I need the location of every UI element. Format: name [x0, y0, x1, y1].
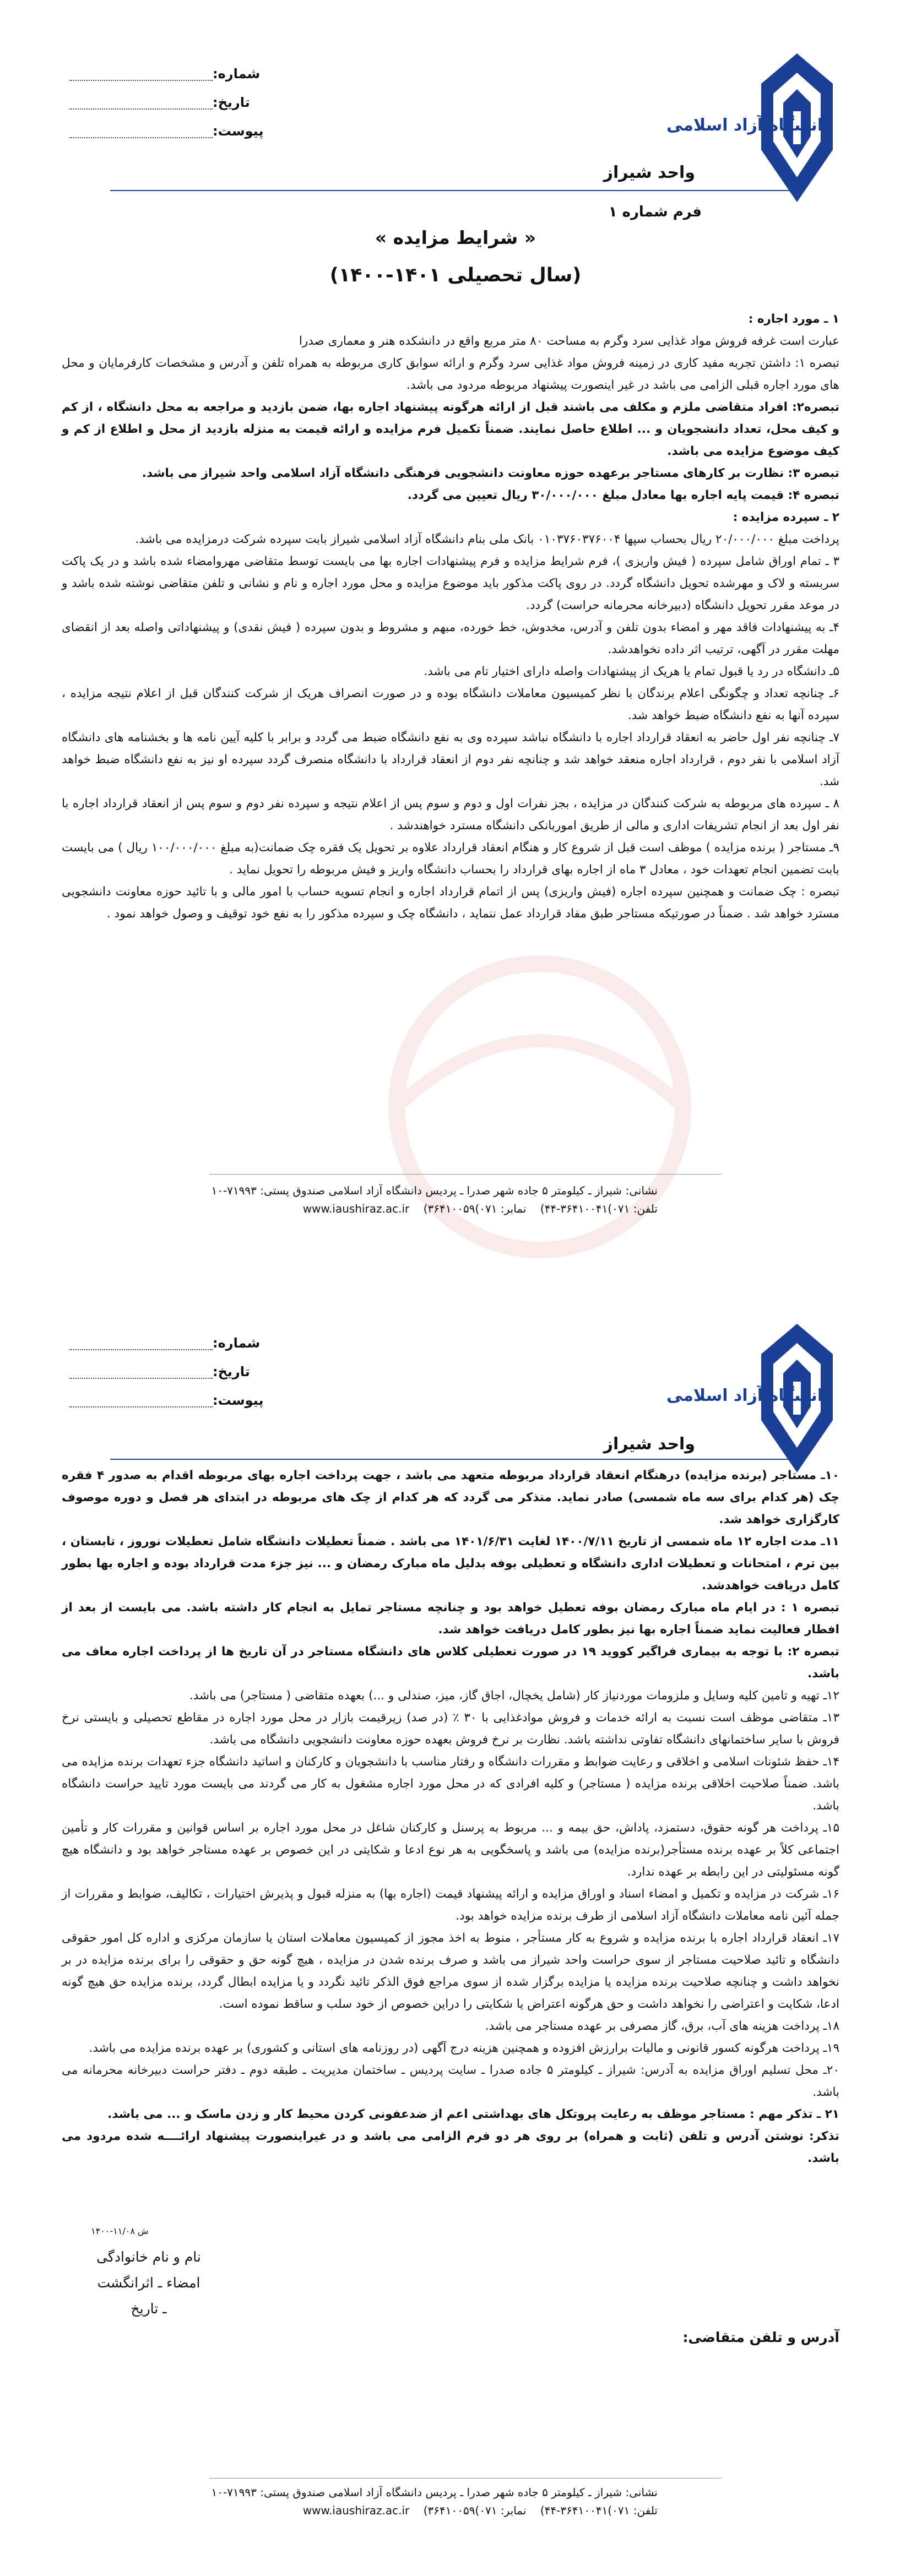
meta-number: شماره: — [65, 1335, 260, 1351]
condition-paragraph: ۱۰ـ مستاجر (برنده مزایده) درهنگام انعقاد قرارداد مربوطه متعهد می باشد ، جهت پرداخت اجاره بهای مربوطه اقدام به صدور ۴ فقره چک (هر کدام برای سه ماه شمسی) صادر نماید. منذکر می گردد که هر کدام از چک های مربوطه در ابتدای هر فصل و دوره موصوف کارگزاری خواهد شد. — [62, 1469, 839, 1526]
footer-divider — [209, 1174, 722, 1175]
form-code: ش ۱۱/۰۸-۱۴۰۰ — [91, 2226, 149, 2236]
header-divider — [110, 190, 799, 191]
footer-address: نشانی: شیراز ـ کیلومتر ۵ جاده شهر صدرا ـ پردیس دانشگاه آزاد اسلامی صندوق پستی: ۷۱۹۹۳-۱۰ — [211, 1184, 658, 1197]
unit-name: واحد شیراز — [603, 1434, 695, 1454]
condition-paragraph: ۲۱ ـ تذکر مهم : مستاجر موظف به رعایت پروتکل های بهداشتی اعم از ضدعفونی کردن محیط کار و زدن ماسک و ... می باشد. — [107, 2107, 839, 2121]
condition-paragraph: تبصره ۱ : در ایام ماه مبارک رمضان بوفه تعطیل خواهد بود و چنانچه مستاجر تمایل به انجام کار داشته باشد. می بایست از بعد از افطار فعالیت نماید ضمناً اجاره بها نیز بطور کامل دریافت خواهد شد. — [62, 1601, 839, 1637]
condition-paragraph: تذکر: نوشتن آدرس و تلفن (ثابت و همراه) بر روی هر دو فرم الزامی می باشد و در غیراینصورت پیشنهاد ارائــــه شده مردود می باشد. — [62, 2129, 839, 2165]
meta-number: شماره: — [65, 66, 260, 81]
condition-paragraph: پرداخت مبلغ ۲۰/۰۰۰/۰۰۰ ریال بحساب سپها ۰۱۰۳۷۶۰۳۷۶۰۰۴ بانک ملی بنام دانشگاه آزاد اسلامی شیراز بابت سپرده شرکت درمزایده می باشد. — [135, 532, 839, 546]
conditions-body-page-1 — [62, 308, 839, 925]
condition-paragraph: ۴ـ به پیشنهادات فاقد مهر و امضاء بدون تلفن و آدرس، مخدوش، خط خورده، مبهم و مشروط و بدون سپرده ( فیش نقدی) و پیشنهاداتی واصله بعد از انقضای مهلت مقرر در آگهی، ترتیب اثر داده نخواهدشد. — [62, 621, 839, 656]
conditions-body-page-2 — [62, 1465, 839, 2170]
doc-title: « شرایط مزایده » — [375, 227, 536, 248]
footer-website[interactable]: www.iaushiraz.ac.ir — [302, 2504, 410, 2517]
condition-paragraph: ۱ ـ مورد اجاره : — [748, 312, 839, 326]
condition-paragraph: ۱۷ـ انعقاد قرارداد اجاره با برنده مزایده و شروع به کار مستأجر ، منوط به اخذ مجوز از کمیسیون معاملات استان یا سازمان مرکزی و اداره کل امور حقوقی دانشگاه و تائید صلاحیت مستاجر از سوی حراست واحد شیراز می باشد و صرف برنده شدن در مزایده ، هیچ گونه حق و حقوقی را برای برنده مزایده در بر نخواهد داشت و چنانچه صلاحیت برنده مزایده یا مزایده برگزار شده از سوی مراجع فوق الذکر تائید نگردد و یا مزایده ابطال گردد، برنده مزایده حق هیچ گونه ادعا، شکایت و اعتراضی را نخواهد داشت و حق هرگونه اعتراض یا شکایتی را دراین خصوص از خود سلب و ساقط نموده است. — [62, 1931, 839, 2011]
condition-paragraph: ۱۲ـ تهیه و تامین کلیه وسایل و ملزومات موردنیاز کار (شامل یخچال، اجاق گاز، میز، صندلی و ...) بعهده متقاضی ( مستاجر) می باشد. — [189, 1689, 839, 1703]
sign-label: امضاء ـ اثرانگشت ـ تاریخ — [97, 2275, 200, 2317]
condition-paragraph: ۱۹ـ پرداخت هرگونه کسور قانونی و مالیات برارزش افزوده و همچنین هزینه درج آگهی (در روزنامه های استانی و کشوری) بر عهده برنده مزایده می باشد. — [89, 2041, 839, 2055]
condition-paragraph: ۹ـ مستاجر ( برنده مزایده ) موظف است قبل از شروع کار و هنگام انعقاد قرارداد علاوه بر تحویل یک فقره چک ضمانت(به مبلغ ۱۰۰/۰۰۰/۰۰۰ ریال ) می بایست بابت تضمین انجام تعهدات خود ، معادل ۳ ماه از اجاره بهای قرارداد را بحساب دانشگاه واریز و فیش مربوطه را تحویل نماید . — [62, 841, 839, 877]
condition-paragraph: تبصره : چک ضمانت و همچنین سپرده اجاره (فیش واریزی) پس از اتمام قرارداد اجاره و انجام تسویه حساب با امور مالی و با تائید حوزه معاونت دانشجویی مسترد خواهد شد . ضمناً در صورتیکه مستاجر طبق مفاد قرارداد عمل ننماید ، دانشگاه چک و سپرده مذکور را به نفع خود توقیف و وصول خواهد نمود . — [62, 885, 839, 921]
condition-paragraph: تبصره ۲: با توجه به بیماری فراگیر کووید ۱۹ در صورت تعطیلی کلاس های دانشگاه مستاجر در آن تاریخ ها از پرداخت اجاره معاف می باشد. — [62, 1645, 839, 1681]
condition-paragraph: تبصره ۴: قیمت پایه اجاره بها معادل مبلغ ۳۰/۰۰۰/۰۰۰ ریال تعیین می گردد. — [407, 488, 839, 502]
footer-contacts: تلفن: ۰۷۱)۳۶۴۱۰۰۴۱-۴۴) نمابر: ۰۷۱)۳۶۴۱۰۰۵۹) www.iaushiraz.ac.ir — [302, 1202, 658, 1215]
name-label: نام و نام خانوادگی — [96, 2249, 201, 2265]
condition-paragraph: ۱۱ـ مدت اجاره ۱۲ ماه شمسی از تاریخ ۱۴۰۰/۷/۱۱ لغایت ۱۴۰۱/۶/۳۱ می باشد . ضمناً تعطیلات دانشگاه شامل تعطیلات نوروز ، تابستان ، بین ترم ، امتحانات و تعطیلات اداری دانشگاه و تعطیلی بوفه بدلیل ماه مبارک رمضان و ... نیز جزء مدت قرارداد بوده و اجاره بها بطور کامل دریافت خواهدشد. — [62, 1535, 839, 1593]
condition-paragraph: ۷ـ چنانچه نفر اول حاضر به انعقاد قرارداد اجاره با دانشگاه نباشد سپرده وی به نفع دانشگاه ضبط می گردد و برابر با کلیه آیین نامه ها و بخشنامه های دانشگاه آزاد اسلامی با نفر دوم ، قرارداد اجاره منعقد خواهد شد و چنانچه نفر دوم از انعقاد قرارداد با دانشگاه منصرف گردد سپرده او نیز به نفع دانشگاه ضبط خواهد شد. — [62, 731, 839, 789]
condition-paragraph: ۸ ـ سپرده های مربوطه به شرکت کنندگان در مزایده ، بجز نفرات اول و دوم و سوم پس از اعلام نتیجه و سپرده نفر دوم و سوم پس از انعقاد قرارداد اجاره با نفر اول بعد از انجام تشریفات اداری و مالی از طریق اموربانکی دانشگاه مسترد خواهندشد . — [62, 797, 839, 833]
footer — [211, 1182, 658, 1218]
condition-paragraph: ۶ـ چنانچه تعداد و چگونگی اعلام برندگان با نظر کمیسیون معاملات دانشگاه بوده و در صورت انصراف هریک از شرکت کنندگان قبل از اعلام نتیجه مزایده ، سپرده آنها به نفع دانشگاه ضبط خواهد شد. — [62, 687, 839, 722]
doc-subtitle: (سال تحصیلی ۱۴۰۱-۱۴۰۰) — [329, 264, 582, 286]
condition-paragraph: ۱۵ـ پرداخت هر گونه حقوق، دستمزد، پاداش، حق بیمه و ... مربوط به پرسنل و کارکنان شاغل در محل مورد اجاره بر اساس قوانین و مقررات کار و تأمین اجتماعی کلاً بر عهده برنده مستأجر(برنده مزایده) می باشد و پاسخگویی به هر نوع ادعا و شکایتی در این خصوص بر عهده مستاجر خواهد بود و دانشگاه هیچ گونه مسئولیتی در این رابطه بر عهده ندارد. — [62, 1821, 839, 1879]
signature-block — [94, 2244, 204, 2322]
address-label: آدرس و تلفن متقاضی: — [682, 2329, 839, 2345]
condition-paragraph: تبصره ۱: داشتن تجربه مفید کاری در زمینه فروش مواد غذایی سرد وگرم و ارائه سوابق کاری مربوطه به همراه تلفن و آدرس و مشخصات کارفرمایان و محل های مورد اجاره قبلی الزامی می باشد در غیر اینصورت پیشنهاد مربوطه مردود می باشد. — [62, 356, 840, 392]
condition-paragraph: ۲۰ـ محل تسلیم اوراق مزایده به آدرس: شیراز ـ کیلومتر ۵ جاده صدرا ـ سایت پردیس ـ ساختمان مدیریت ـ طبقه دوم ـ دفتر حراست دبیرخانه محرمانه می باشد. — [62, 2063, 839, 2099]
condition-paragraph: ۵ـ دانشگاه در رد یا قبول تمام یا هریک از پیشنهادات واصله دارای اختیار تام می باشد. — [424, 665, 839, 678]
unit-name: واحد شیراز — [603, 163, 695, 182]
condition-paragraph: ۱۸ـ پرداخت هزینه های آب، برق، گاز مصرفی بر عهده مستاجر می باشد. — [485, 2019, 839, 2033]
meta-date: تاریخ: — [65, 1364, 250, 1379]
condition-paragraph: ۳ ـ تمام اوراق شامل سپرده ( فیش واریزی )، فرم شرایط مزایده و فرم پیشنهادات اجاره بها می بایست توسط متقاضی مهروامضاء شده باشد و در یک پاکت سربسته و لاک و مهرشده تحویل دانشگاه گردد. در روی پاکت مذکور باید موضوع مزایده و محل مورد اجاره و نام و نشانی و تلفن متقاضی نوشته شده باشد و در موعد مقرر تحویل دانشگاه (دبیرخانه محرمانه حراست) گردد. — [62, 555, 839, 612]
footer-address: نشانی: شیراز ـ کیلومتر ۵ جاده شهر صدرا ـ پردیس دانشگاه آزاد اسلامی صندوق پستی: ۷۱۹۹۳-۱۰ — [211, 2486, 658, 2499]
footer-contacts: تلفن: ۰۷۱)۳۶۴۱۰۰۴۱-۴۴) نمابر: ۰۷۱)۳۶۴۱۰۰۵۹) www.iaushiraz.ac.ir — [302, 2504, 658, 2517]
university-name: دانشگاه آزاد اسلامی — [666, 1386, 832, 1405]
condition-paragraph: عبارت است غرفه فروش مواد غذایی سرد وگرم به مساحت ۸۰ متر مربع واقع در دانشکده هنر و معماری صدرا — [299, 334, 839, 348]
condition-paragraph: ۱۶ـ شرکت در مزایده و تکمیل و امضاء اسناد و اوراق مزایده و ارائه پیشنهاد قیمت (اجاره بها) به منزله قبول و پذیرش اختیارات ، تکالیف، ضوابط و مقررات از جمله آئین نامه معاملات دانشگاه آزاد اسلامی از طرف برنده مزایده خواهد بود. — [62, 1887, 839, 1923]
condition-paragraph: ۱۴ـ حفظ شئونات اسلامی و اخلاقی و رعایت ضوابط و مقررات دانشگاه و رفتار مناسب با دانشجویان و کارکنان و اساتید دانشگاه جزء تعهدات برنده مزایده می باشد. ضمناً صلاحیت اخلاقی برنده مزایده ( مستاجر) و کلیه افرادی که در محل مورد اجاره مشغول به کار می گردند می بایست مورد تایید حراست دانشگاه باشد. — [62, 1755, 839, 1813]
university-name: دانشگاه آزاد اسلامی — [666, 116, 832, 135]
header-divider — [110, 1459, 799, 1460]
condition-paragraph: تبصره ۳: نظارت بر کارهای مستاجر برعهده حوزه معاونت دانشجویی فرهنگی دانشگاه آزاد اسلامی واحد شیراز می باشد. — [142, 466, 839, 480]
condition-paragraph: ۱۳ـ متقاضی موظف است نسبت به ارائه خدمات و فروش موادغذایی با ۳۰ ٪ (در صد) زیرقیمت بازار در محل مورد اجاره در مقاطع تحصیلی و بایستی نرخ فروش با سایر ساختمانهای دانشگاه تفاوتی نداشته باشد. نظارت بر نرخ فروش بعهده حوزه معاونت دانشجویی دانشگاه می باشد. — [62, 1711, 839, 1747]
footer-website[interactable]: www.iaushiraz.ac.ir — [302, 1202, 410, 1215]
footer-divider — [209, 2478, 722, 2479]
meta-attachment: پیوست: — [65, 123, 263, 139]
form-number: فرم شماره ۱ — [608, 204, 702, 220]
condition-paragraph: ۲ ـ سپرده مزایده : — [733, 510, 839, 524]
footer — [211, 2483, 658, 2520]
meta-attachment: پیوست: — [65, 1393, 263, 1408]
meta-date: تاریخ: — [65, 95, 250, 110]
condition-paragraph: تبصره۲: افراد متقاضی ملزم و مکلف می باشند قبل از ارائه هرگونه پیشنهاد اجاره بها، ضمن بازدید و مراجعه به محل دانشگاه ، از کم و کیف محل، تعداد دانشجویان و ... اطلاع حاصل نمایند. ضمناً تکمیل فرم مزایده و ارائه قیمت به منزله بازدید از محل و اطلاع از کم و کیف موضوع مزایده می باشد. — [62, 400, 839, 458]
